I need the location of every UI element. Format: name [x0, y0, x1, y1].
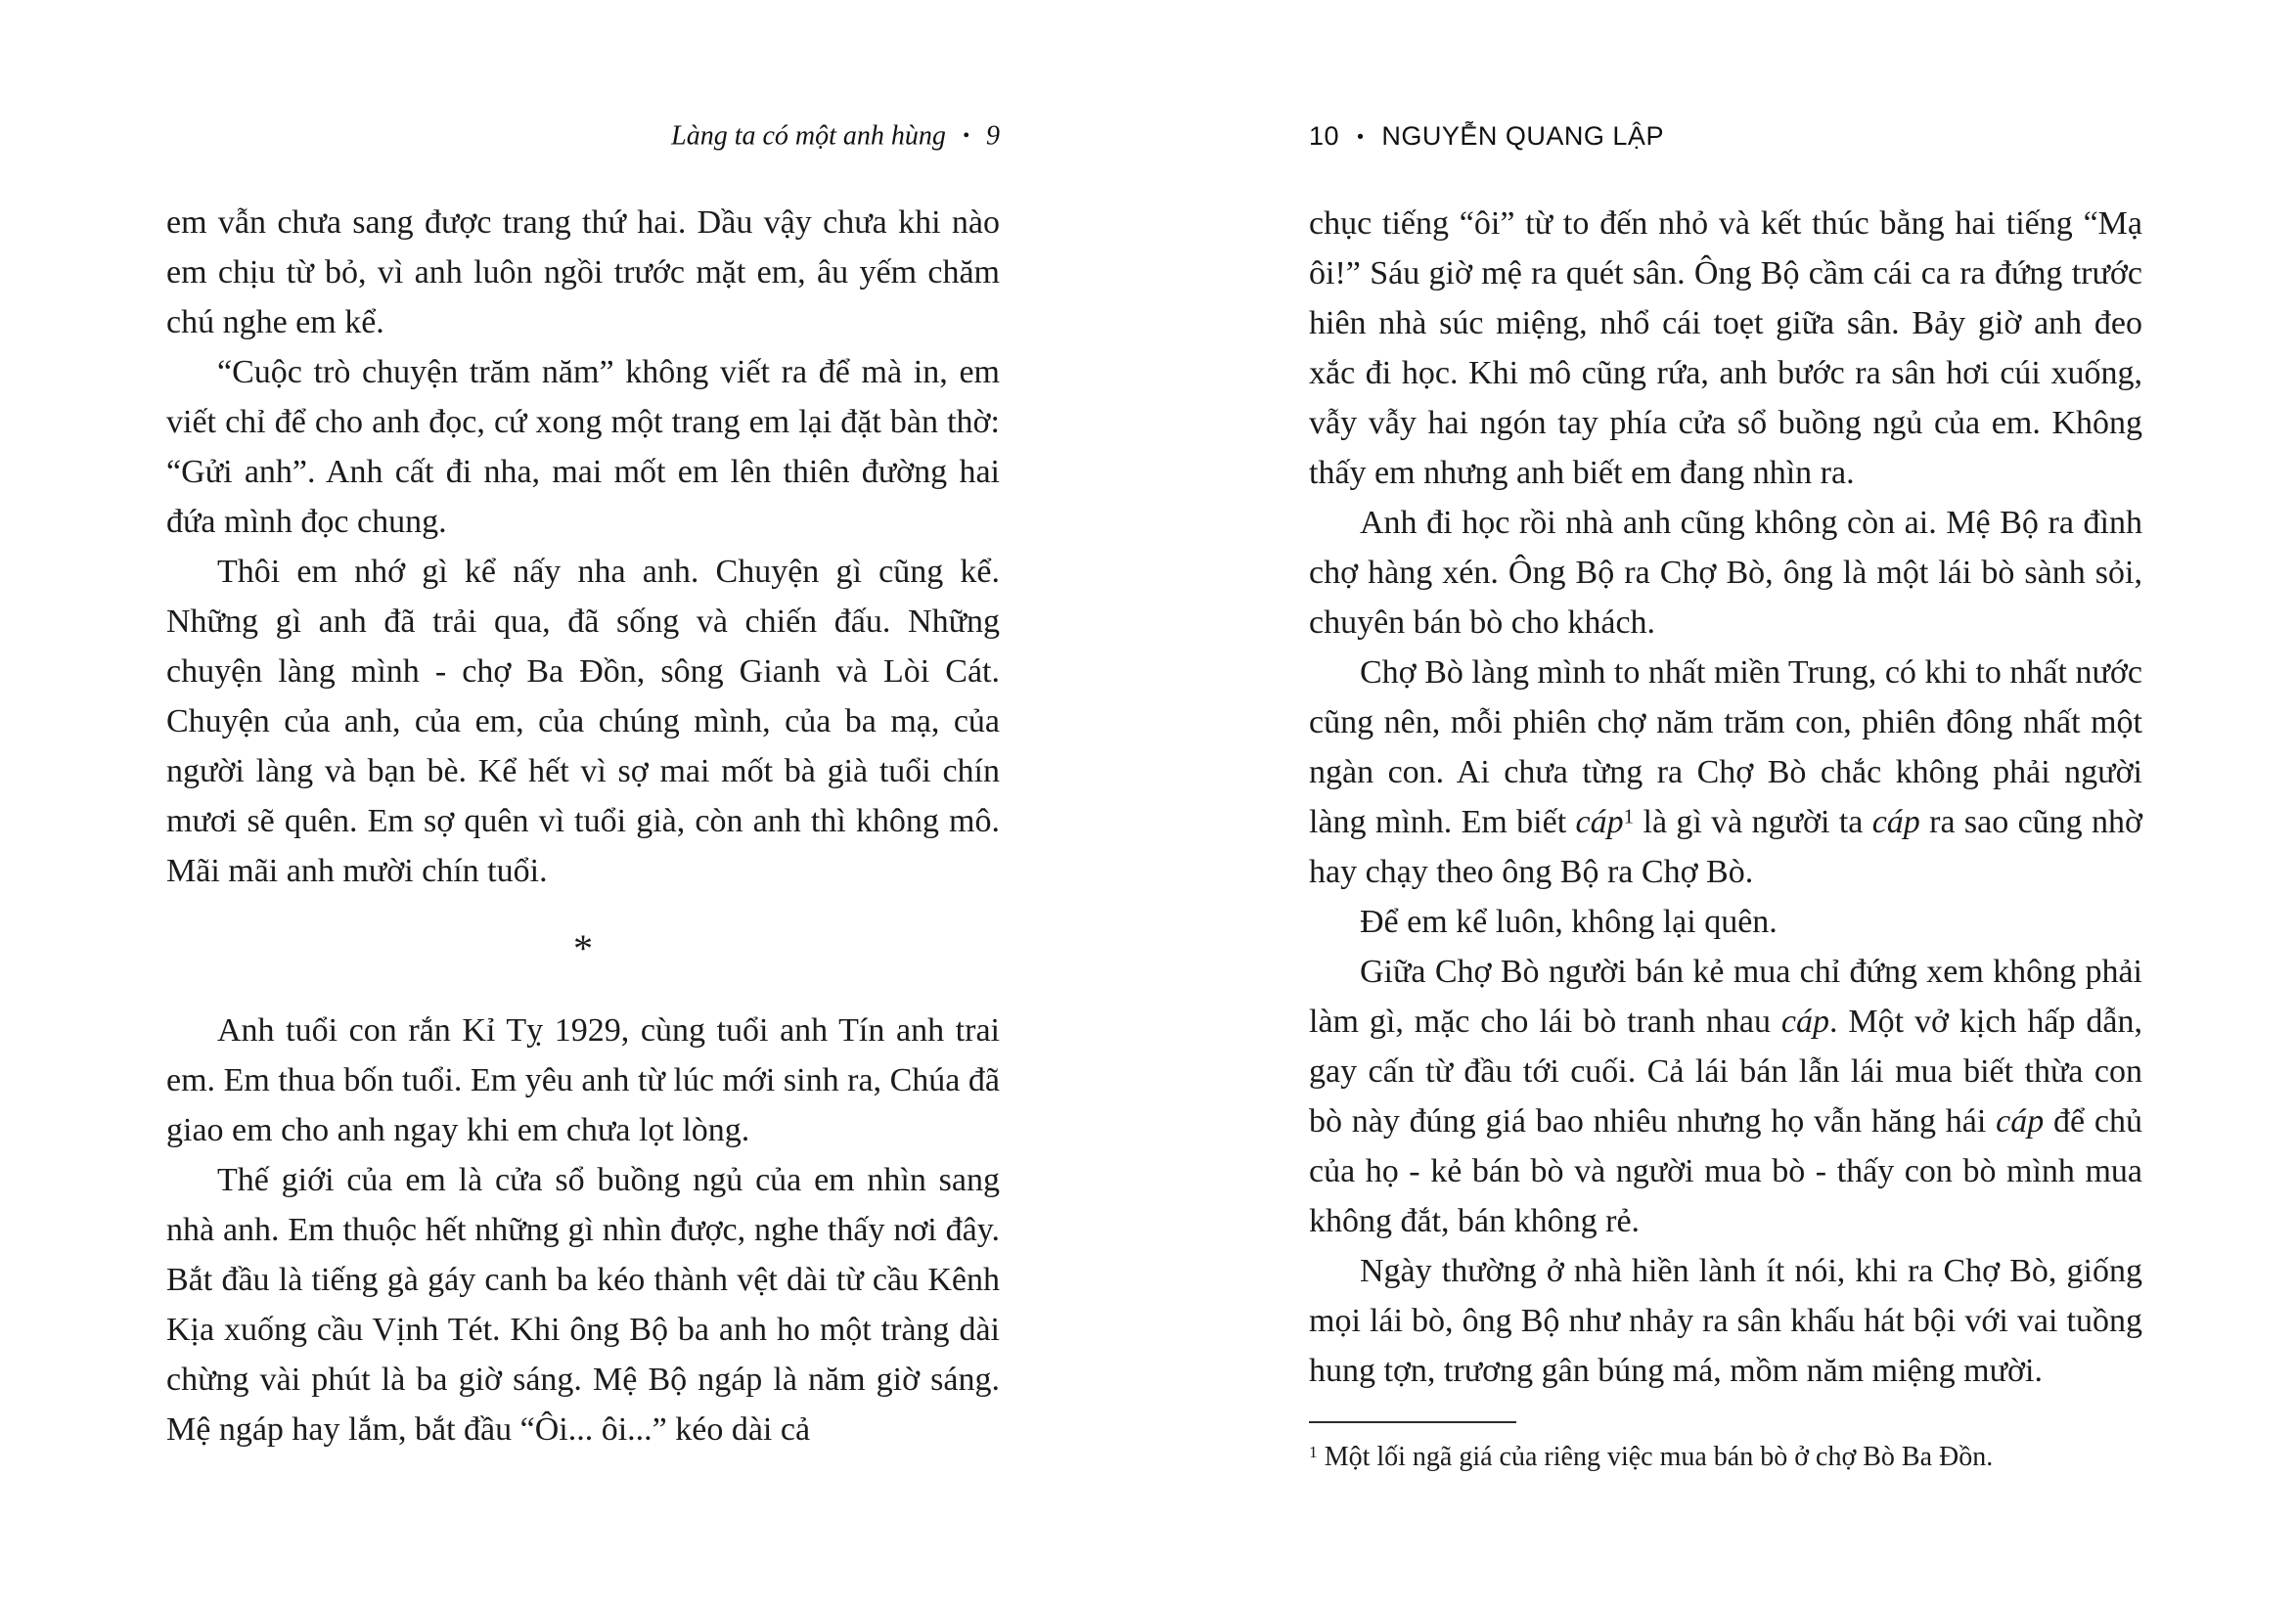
- paragraph: “Cuộc trò chuyện trăm năm” không viết ra để mà in, em viết chỉ để cho anh đọc, cứ xong một trang em lại đặt bàn thờ: “Gửi anh”. Anh cất đi nha, mai mốt em lên thiên đường hai đứa mình đọc chung.: [166, 354, 1000, 541]
- paragraph: Thôi em nhớ gì kể nấy nha anh. Chuyện gì cũng kể. Những gì anh đã trải qua, đã sống và chiến đấu. Những chuyện làng mình - chợ Ba Đồn, sông Gianh và Lòi Cát. Chuyện của anh, của em, của chúng mình, của ba mạ, của người làng và bạn bè. Kể hết vì sợ mai mốt bà già tuổi chín mươi sẽ quên. Em sợ quên vì tuổi già, còn anh thì không mô. Mãi mãi anh mười chín tuổi.: [166, 554, 1000, 890]
- paragraph: Anh tuổi con rắn Kỉ Tỵ 1929, cùng tuổi anh Tín anh trai em. Em thua bốn tuổi. Em yêu anh từ lúc mới sinh ra, Chúa đã giao em cho anh ngay khi em chưa lọt lòng.: [166, 1012, 1000, 1149]
- paragraph: Ngày thường ở nhà hiền lành ít nói, khi ra Chợ Bò, giống mọi lái bò, ông Bộ như nhảy ra sân khấu hát bội với vai tuồng hung tợn, trương gân búng má, mồm năm miệng mười.: [1309, 1252, 2142, 1389]
- running-author: NGUYỄN QUANG LẬP: [1381, 121, 1664, 151]
- paragraph: chục tiếng “ôi” từ to đến nhỏ và kết thúc bằng hai tiếng “Mạ ôi!” Sáu giờ mệ ra quét sân. Ông Bộ cầm cái ca ra đứng trước hiên nhà súc miệng, nhổ cái toẹt giữa sân. Bảy giờ anh đeo xắc đi học. Khi mô cũng rứa, anh bước ra sân hơi cúi xuống, vẫy vẫy hai ngón tay phía cửa sổ buồng ngủ của em. Không thấy em nhưng anh biết em đang nhìn ra.: [1309, 204, 2142, 491]
- footnote-block: [1309, 1421, 2142, 1476]
- left-page-body: [166, 198, 1000, 1454]
- paragraph: Chợ Bò làng mình to nhất miền Trung, có khi to nhất nước cũng nên, mỗi phiên chợ năm trăm con, phiên đông nhất một ngàn con. Ai chưa từng ra Chợ Bò chắc không phải người làng mình. Em biết cáp$^1$ là gì và người ta cáp ra sao cũng nhờ hay chạy theo ông Bộ ra Chợ Bò.: [1309, 653, 2142, 890]
- page-number: 9: [986, 120, 1000, 152]
- paragraph: Giữa Chợ Bò người bán kẻ mua chỉ đứng xem không phải làm gì, mặc cho lái bò tranh nhau cáp. Một vở kịch hấp dẫn, gay cấn từ đầu tới cuối. Cả lái bán lẫn lái mua biết thừa con bò này đúng giá bao nhiêu nhưng họ vẫn hăng hái cáp để chủ của họ - kẻ bán bò và người mua bò - thấy con bò mình mua không đắt, bán không rẻ.: [1309, 953, 2143, 1239]
- footnote-rule: [1309, 1421, 1516, 1423]
- footnote-text: $^1$ Một lối ngã giá của riêng việc mua bán bò ở chợ Bò Ba Đồn.: [1309, 1441, 1994, 1472]
- paragraph: Thế giới của em là cửa sổ buồng ngủ của em nhìn sang nhà anh. Em thuộc hết những gì nhìn được, nghe thấy nơi đây. Bắt đầu là tiếng gà gáy canh ba kéo thành vệt dài từ cầu Kênh Kịa xuống cầu Vịnh Tét. Khi ông Bộ ba anh ho một tràng dài chừng vài phút là ba giờ sáng. Mệ Bộ ngáp là năm giờ sáng. Mệ ngáp hay lắm, bắt đầu “Ôi... ôi...” kéo dài cả: [166, 1162, 1000, 1449]
- page-number: 10: [1309, 121, 1340, 151]
- left-page-header: [166, 119, 1000, 153]
- paragraph: em vẫn chưa sang được trang thứ hai. Dầu vậy chưa khi nào em chịu từ bỏ, vì anh luôn ngồi trước mặt em, âu yếm chăm chú nghe em kể.: [166, 204, 1000, 341]
- right-page: [1309, 119, 2142, 1476]
- header-separator-dot: •: [1357, 125, 1365, 148]
- paragraph: Anh đi học rồi nhà anh cũng không còn ai. Mệ Bộ ra đình chợ hàng xén. Ông Bộ ra Chợ Bò, ông là một lái bò sành sỏi, chuyên bán bò cho khách.: [1309, 504, 2142, 641]
- paragraph: Để em kể luôn, không lại quên.: [1360, 903, 1778, 940]
- right-page-body: [1309, 199, 2142, 1396]
- section-divider: *: [573, 926, 593, 971]
- running-title: Làng ta có một anh hùng: [671, 120, 946, 152]
- header-separator-dot: •: [962, 125, 969, 147]
- right-page-header: [1309, 119, 2142, 154]
- left-page: [166, 119, 1000, 1454]
